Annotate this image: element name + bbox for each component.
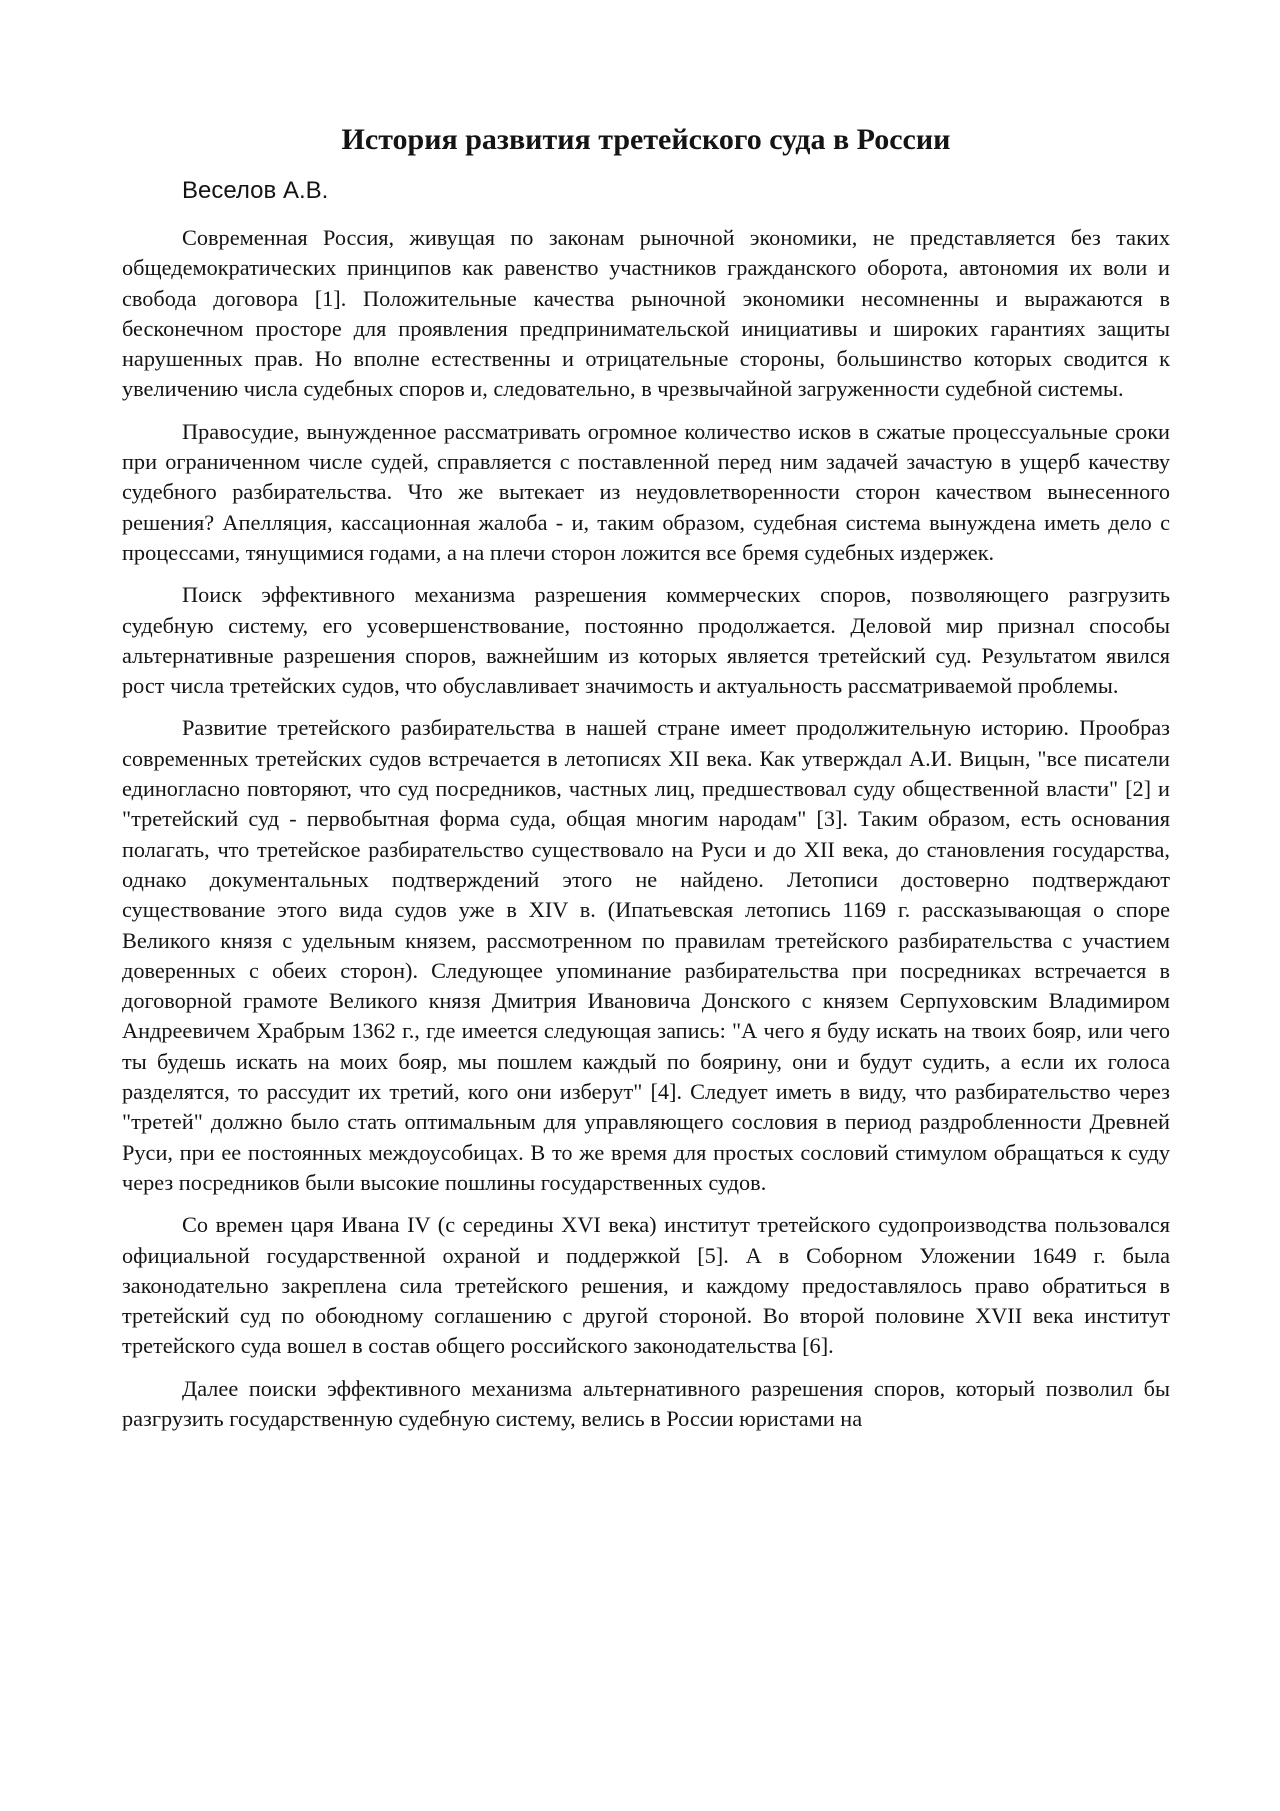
- author-name: Веселов А.В.: [182, 177, 329, 204]
- paragraph: Развитие третейского разбирательства в нашей стране имеет продолжительную историю. Прообраз современных третейских судов встречается в летописях XII века. Как утверждал А.И. Вицын, "все писатели единогласно повторяют, что суд посредников, частных лиц, предшествовал суду общественной власти" [2] и "третейский суд - первобытная форма суда, общая многим народам" [3]. Таким образом, есть основания полагать, что третейское разбирательство существовало на Руси и до XII века, до становления государства, однако документальных подтверждений этого не найдено. Летописи достоверно подтверждают существование этого вида судов уже в XIV в. (Ипатьевская летопись 1169 г. рассказывающая о споре Великого князя с удельным князем, рассмотренном по правилам третейского разбирательства с участием доверенных с обеих сторон). Следующее упоминание разбирательства при посредниках встречается в договорной грамоте Великого князя Дмитрия Ивановича Донского с князем Серпуховским Владимиром Андреевичем Храбрым 1362 г., где имеется следующая запись: "А чего я буду искать на твоих бояр, или чего ты будешь искать на моих бояр, мы пошлем каждый по боярину, они и будут судить, а если их голоса разделятся, то рассудит их третий, кого они изберут" [4]. Следует иметь в виду, что разбирательство через "третей" должно было стать оптимальным для управляющего сословия в период раздробленности Древней Руси, при ее постоянных междоусобицах. В то же время для простых сословий стимулом обращаться к суду через посредников были высокие пошлины государственных судов.: [122, 715, 1170, 1195]
- paragraph: Поиск эффективного механизма разрешения коммерческих споров, позволяющего разгрузить судебную систему, его усовершенствование, постоянно продолжается. Деловой мир признал способы альтернативные разрешения споров, важнейшим из которых является третейский суд. Результатом явился рост числа третейских судов, что обуславливает значимость и актуальность рассматриваемой проблемы.: [122, 582, 1170, 699]
- paragraph: Далее поиски эффективного механизма альтернативного разрешения споров, который позволил бы разгрузить государственную судебную систему, велись в России юристами на: [122, 1375, 1170, 1431]
- article-body: [122, 223, 1170, 1446]
- paragraph: Современная Россия, живущая по законам рыночной экономики, не представляется без таких общедемократических принципов как равенство участников гражданского оборота, автономия их воли и свобода договора [1]. Положительные качества рыночной экономики несомненны и выражаются в бесконечном просторе для проявления предпринимательской инициативы и широких гарантиях защиты нарушенных прав. Но вполне естественны и отрицательные стороны, большинство которых сводится к увеличению числа судебных споров и, следовательно, в чрезвычайной загруженности судебной системы.: [122, 225, 1170, 402]
- page-title: История развития третейского суда в России: [341, 123, 951, 156]
- paragraph: Со времен царя Ивана IV (с середины XVI века) институт третейского судопроизводства пользовался официальной государственной охраной и поддержкой [5]. А в Соборном Уложении 1649 г. была законодательно закреплена сила третейского решения, и каждому предоставлялось право обратиться в третейский суд по обоюдному соглашению с другой стороной. Во второй половине XVII века институт третейского суда вошел в состав общего российского законодательства [6].: [122, 1212, 1170, 1359]
- paragraph: Правосудие, вынужденное рассматривать огромное количество исков в сжатые процессуальные сроки при ограниченном числе судей, справляется с поставленной перед ним задачей зачастую в ущерб качеству судебного разбирательства. Что же вытекает из неудовлетворенности сторон качеством вынесенного решения? Апелляция, кассационная жалоба - и, таким образом, судебная система вынуждена иметь дело с процессами, тянущимися годами, а на плечи сторон ложится все бремя судебных издержек.: [122, 418, 1170, 565]
